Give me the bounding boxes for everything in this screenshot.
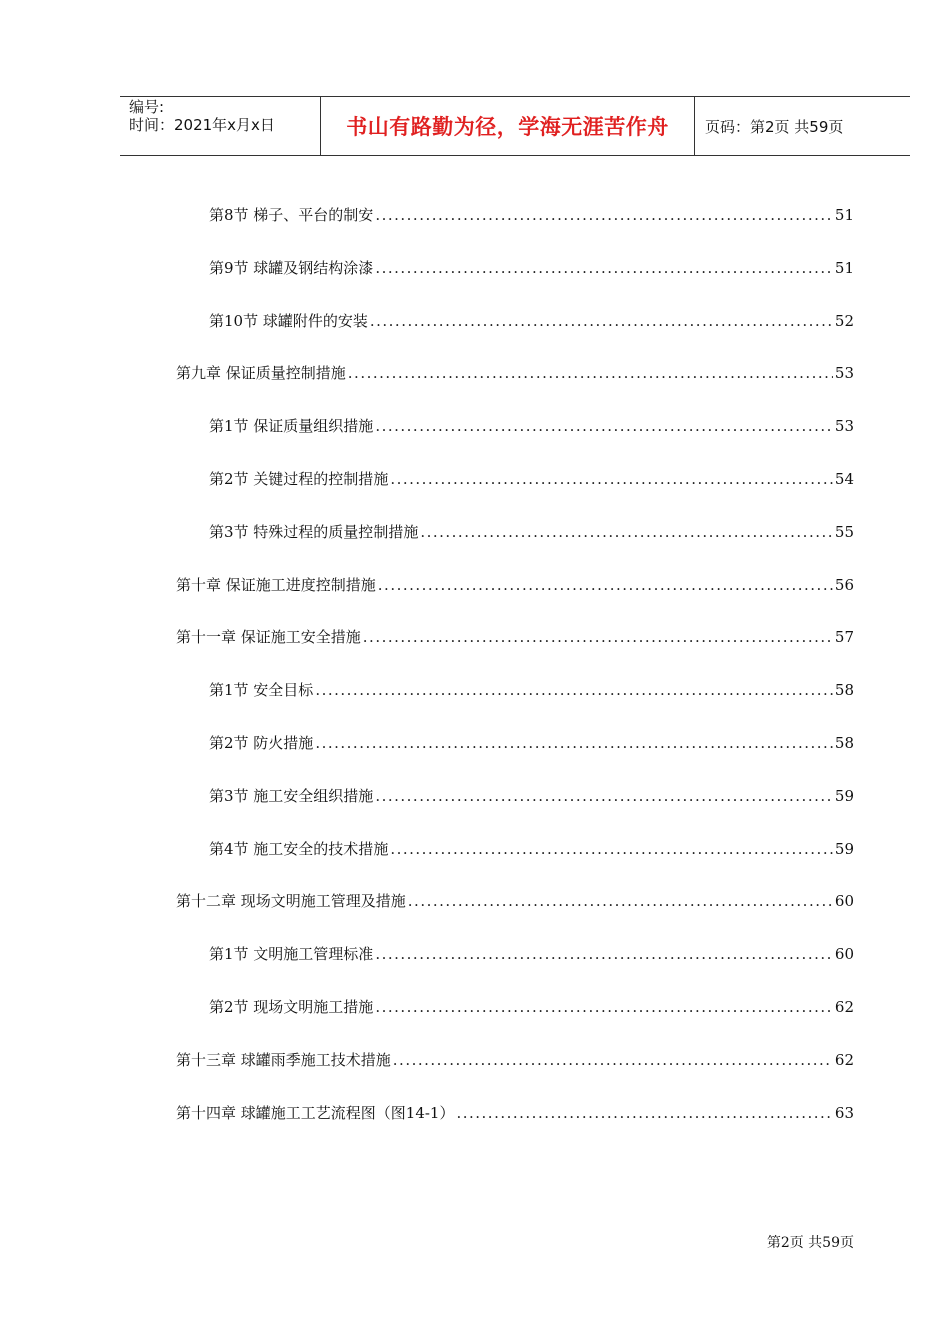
toc-dot-leader — [375, 786, 833, 806]
toc-entry-title: 第十章 保证施工进度控制措施 — [176, 576, 376, 594]
header-page-cell — [695, 97, 910, 155]
toc-dot-leader — [370, 311, 833, 331]
toc-entry-title: 第2节 防火措施 — [209, 734, 314, 752]
toc-section-entry[interactable] — [209, 205, 854, 225]
toc-dot-leader — [348, 363, 833, 383]
document-time-label: 时间：2021年x月x日 — [129, 116, 275, 134]
toc-dot-leader — [375, 205, 833, 225]
toc-entry-page: 51 — [834, 259, 854, 277]
toc-entry-title: 第九章 保证质量控制措施 — [176, 364, 346, 382]
toc-entry-title: 第10节 球罐附件的安装 — [209, 312, 368, 330]
toc-section-entry[interactable] — [209, 416, 854, 436]
toc-entry-page: 56 — [834, 576, 854, 594]
document-number-label: 编号: — [129, 98, 165, 116]
toc-section-entry[interactable] — [209, 786, 854, 806]
toc-entry-title: 第十四章 球罐施工工艺流程图（图14-1） — [176, 1104, 455, 1122]
toc-entry-title: 第2节 现场文明施工措施 — [209, 998, 374, 1016]
toc-entry-page: 62 — [834, 1051, 854, 1069]
toc-chapter-entry[interactable] — [176, 1050, 854, 1070]
toc-entry-page: 59 — [834, 840, 854, 858]
toc-dot-leader — [315, 733, 833, 753]
toc-entry-page: 62 — [834, 998, 854, 1016]
toc-dot-leader — [375, 944, 833, 964]
toc-entry-title: 第2节 关键过程的控制措施 — [209, 470, 389, 488]
header-page-code: 页码：第2页 共59页 — [705, 117, 844, 136]
toc-entry-title: 第十二章 现场文明施工管理及措施 — [176, 892, 406, 910]
toc-chapter-entry[interactable] — [176, 891, 854, 911]
toc-section-entry[interactable] — [209, 469, 854, 489]
toc-entry-title: 第9节 球罐及钢结构涂漆 — [209, 259, 374, 277]
toc-entry-title: 第3节 施工安全组织措施 — [209, 787, 374, 805]
toc-section-entry[interactable] — [209, 258, 854, 278]
toc-entry-title: 第1节 文明施工管理标准 — [209, 945, 374, 963]
toc-section-entry[interactable] — [209, 944, 854, 964]
toc-section-entry[interactable] — [209, 522, 854, 542]
toc-entry-page: 60 — [834, 892, 854, 910]
toc-dot-leader — [390, 839, 833, 859]
toc-entry-page: 54 — [834, 470, 854, 488]
toc-dot-leader — [390, 469, 833, 489]
toc-dot-leader — [408, 891, 833, 911]
toc-section-entry[interactable] — [209, 733, 854, 753]
toc-dot-leader — [420, 522, 833, 542]
toc-section-entry[interactable] — [209, 680, 854, 700]
toc-dot-leader — [375, 416, 833, 436]
toc-dot-leader — [456, 1103, 832, 1123]
header-meta-cell — [120, 97, 321, 155]
document-header — [120, 96, 910, 156]
toc-entry-title: 第1节 保证质量组织措施 — [209, 417, 374, 435]
toc-dot-leader — [315, 680, 833, 700]
toc-entry-page: 59 — [834, 787, 854, 805]
page-footer: 第2页 共59页 — [766, 1235, 854, 1251]
toc-dot-leader — [393, 1050, 833, 1070]
header-motto-cell — [321, 97, 695, 155]
toc-entry-title: 第十一章 保证施工安全措施 — [176, 628, 361, 646]
toc-dot-leader — [363, 627, 833, 647]
toc-entry-page: 58 — [834, 734, 854, 752]
toc-chapter-entry[interactable] — [176, 1103, 854, 1123]
toc-chapter-entry[interactable] — [176, 363, 854, 383]
toc-chapter-entry[interactable] — [176, 627, 854, 647]
toc-entry-page: 53 — [834, 417, 854, 435]
toc-entry-title: 第1节 安全目标 — [209, 681, 314, 699]
header-motto: 书山有路勤为径，学海无涯苦作舟 — [346, 115, 669, 139]
toc-entry-page: 51 — [834, 206, 854, 224]
toc-entry-page: 57 — [834, 628, 854, 646]
toc-entry-page: 55 — [834, 523, 854, 541]
toc-dot-leader — [375, 997, 833, 1017]
toc-entry-title: 第十三章 球罐雨季施工技术措施 — [176, 1051, 391, 1069]
toc-section-entry[interactable] — [209, 997, 854, 1017]
toc-entry-title: 第8节 梯子、平台的制安 — [209, 206, 374, 224]
toc-entry-page: 52 — [834, 312, 854, 330]
toc-entry-page: 60 — [834, 945, 854, 963]
toc-entry-page: 63 — [834, 1104, 854, 1122]
toc-dot-leader — [375, 258, 833, 278]
toc-section-entry[interactable] — [209, 311, 854, 331]
toc-entry-title: 第4节 施工安全的技术措施 — [209, 840, 389, 858]
toc-section-entry[interactable] — [209, 839, 854, 859]
toc-entry-page: 58 — [834, 681, 854, 699]
toc-dot-leader — [378, 575, 833, 595]
toc-entry-title: 第3节 特殊过程的质量控制措施 — [209, 523, 419, 541]
toc-chapter-entry[interactable] — [176, 575, 854, 595]
toc-entry-page: 53 — [834, 364, 854, 382]
